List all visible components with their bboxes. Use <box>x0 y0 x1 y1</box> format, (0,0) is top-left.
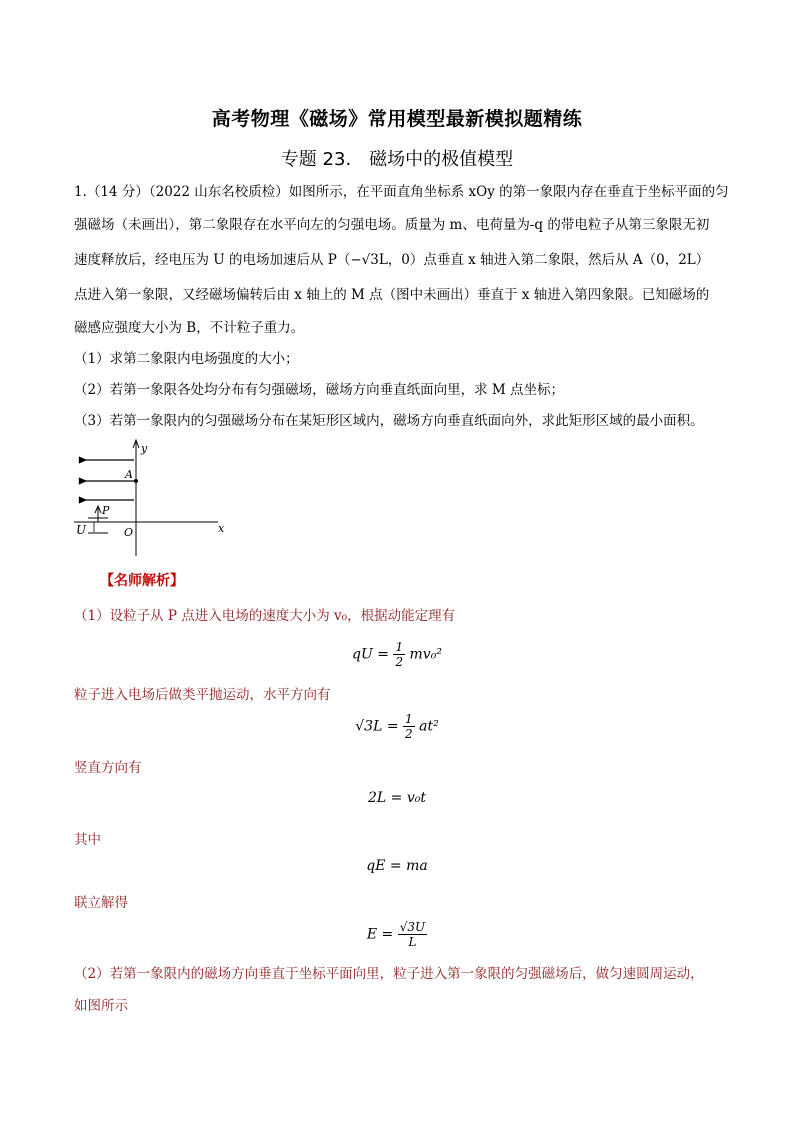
field-diagram <box>70 436 240 564</box>
question-3: （3）若第一象限内的匀强磁场分布在某矩形区域内，磁场方向垂直纸面向外，求此矩形区域的最小面积。 <box>74 413 704 429</box>
point-a-marker <box>134 479 138 483</box>
equation-2-right: at² <box>419 718 439 735</box>
equation-5-left: E = <box>366 926 394 943</box>
equation-4: qE = ma <box>366 858 428 874</box>
document-title: 高考物理《磁场》常用模型最新模拟题精练 <box>211 108 583 130</box>
fraction-denominator: 2 <box>405 727 413 741</box>
label-p: P <box>102 504 110 517</box>
fraction-denominator: L <box>408 935 417 949</box>
solution-step-7: 如图所示 <box>74 998 128 1014</box>
equation-1 <box>0 640 794 669</box>
question-2: （2）若第一象限各处均分布有匀强磁场，磁场方向垂直纸面向里，求 M 点坐标； <box>74 382 564 398</box>
problem-line-1: 1.（14 分）（2022 山东名校质检）如图所示，在平面直角坐标系 xOy 的第一象限内存在垂直于坐标平面的匀 <box>74 184 729 200</box>
equation-1-left: qU = <box>352 646 389 663</box>
fraction-numerator: √3U <box>399 920 426 934</box>
solution-heading: 【名师解析】 <box>100 573 184 589</box>
fraction-numerator: 1 <box>405 712 413 726</box>
label-y: y <box>141 442 148 455</box>
label-a: A <box>125 468 133 481</box>
solution-step-4: 其中 <box>74 832 101 848</box>
document-subtitle: 专题 23. 磁场中的极值模型 <box>280 149 514 170</box>
equation-2-left: √3L = <box>355 718 399 735</box>
equation-2 <box>0 712 794 741</box>
solution-step-6: （2）若第一象限内的磁场方向垂直于坐标平面向里，粒子进入第一象限的匀强磁场后，做匀速圆周运动， <box>74 966 704 982</box>
label-u: U <box>76 523 87 537</box>
solution-step-5: 联立解得 <box>74 895 128 911</box>
equation-2-fraction <box>403 712 415 741</box>
equation-1-right: mv₀² <box>409 646 442 663</box>
problem-line-3: 速度释放后，经电压为 U 的电场加速后从 P（−√3L，0）点垂直 x 轴进入第二象限，然后从 A（0，2L） <box>74 252 710 268</box>
equation-1-fraction <box>393 640 405 669</box>
equation-5-fraction <box>398 920 427 949</box>
question-1: （1）求第二象限内电场强度的大小； <box>74 351 299 367</box>
solution-step-1: （1）设粒子从 P 点进入电场的速度大小为 v₀，根据动能定理有 <box>74 608 456 624</box>
solution-step-3: 竖直方向有 <box>74 760 142 776</box>
problem-line-4: 点进入第一象限，又经磁场偏转后由 x 轴上的 M 点（图中未画出）垂直于 x 轴进入第四象限。已知磁场的 <box>74 287 710 303</box>
equation-5 <box>0 920 794 949</box>
fraction-denominator: 2 <box>395 655 404 669</box>
label-o: O <box>124 526 134 539</box>
equation-3: 2L = v₀t <box>368 790 426 806</box>
fraction-numerator: 1 <box>395 640 404 654</box>
problem-line-5: 磁感应强度大小为 B，不计粒子重力。 <box>74 320 305 336</box>
solution-step-2: 粒子进入电场后做类平抛运动，水平方向有 <box>74 687 331 703</box>
problem-line-2: 强磁场（未画出），第二象限存在水平向左的匀强电场。质量为 m、电荷量为-q 的带电粒子从第三象限无初 <box>74 217 710 233</box>
label-x: x <box>218 522 225 535</box>
